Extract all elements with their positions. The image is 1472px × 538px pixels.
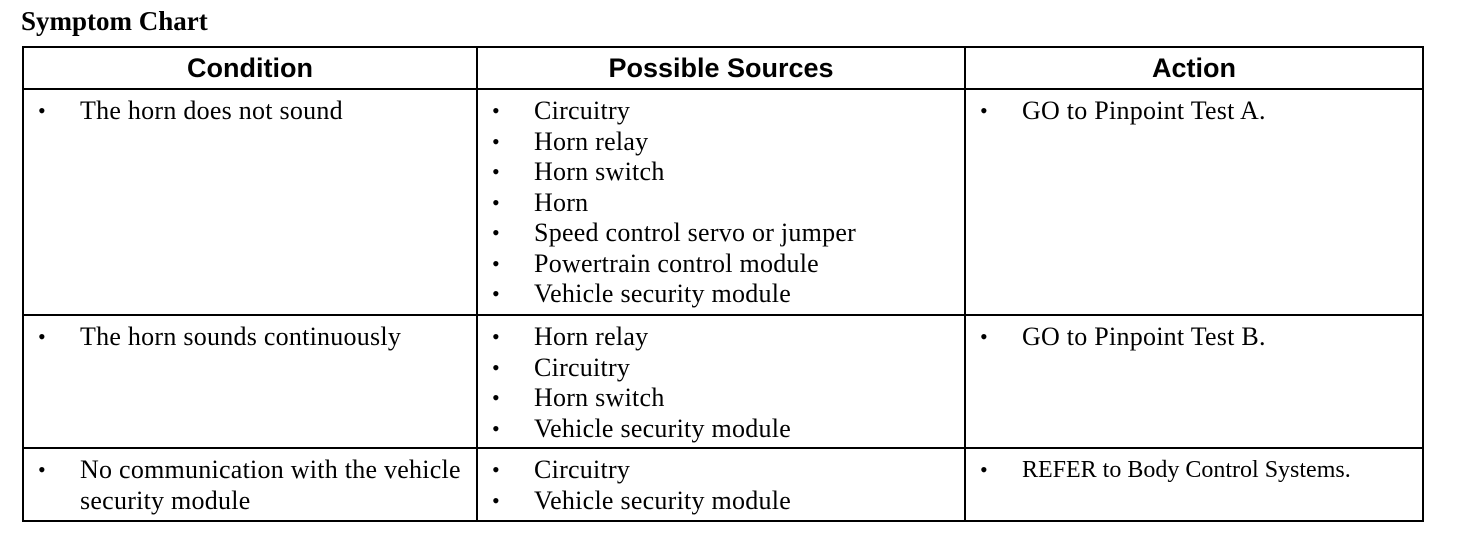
source-item: • Horn relay	[478, 127, 964, 158]
sources-cell	[477, 89, 965, 315]
action-cell	[965, 448, 1423, 521]
condition-cell	[23, 448, 477, 521]
header-condition: Condition	[23, 47, 477, 89]
sources-cell	[477, 315, 965, 448]
page-title: Symptom Chart	[21, 6, 208, 36]
symptom-table	[22, 46, 1424, 522]
action-item: • REFER to Body Control Systems.	[966, 455, 1422, 486]
header-possible-sources: Possible Sources	[477, 47, 965, 89]
action-item: • GO to Pinpoint Test B.	[966, 322, 1422, 353]
condition-item: • The horn sounds continuously	[24, 322, 476, 353]
source-item: • Vehicle security module	[478, 279, 964, 310]
condition-cell	[23, 89, 477, 315]
source-item: • Vehicle security module	[478, 414, 964, 445]
source-item: • Speed control servo or jumper	[478, 218, 964, 249]
source-item: • Horn	[478, 188, 964, 219]
action-item: • GO to Pinpoint Test A.	[966, 96, 1422, 127]
table-row	[23, 315, 1423, 448]
condition-item: • No communication with the vehicle security module	[24, 455, 476, 516]
table-row	[23, 89, 1423, 315]
header-action: Action	[965, 47, 1423, 89]
source-item: • Powertrain control module	[478, 249, 964, 280]
source-item: • Circuitry	[478, 353, 964, 384]
sources-cell	[477, 448, 965, 521]
table-header-row	[23, 47, 1423, 89]
source-item: • Horn switch	[478, 157, 964, 188]
condition-item: • The horn does not sound	[24, 96, 476, 127]
action-cell	[965, 315, 1423, 448]
source-item: • Circuitry	[478, 455, 964, 486]
source-item: • Horn switch	[478, 383, 964, 414]
source-item: • Vehicle security module	[478, 486, 964, 517]
source-item: • Circuitry	[478, 96, 964, 127]
source-item: • Horn relay	[478, 322, 964, 353]
action-cell	[965, 89, 1423, 315]
table-row	[23, 448, 1423, 521]
condition-cell	[23, 315, 477, 448]
